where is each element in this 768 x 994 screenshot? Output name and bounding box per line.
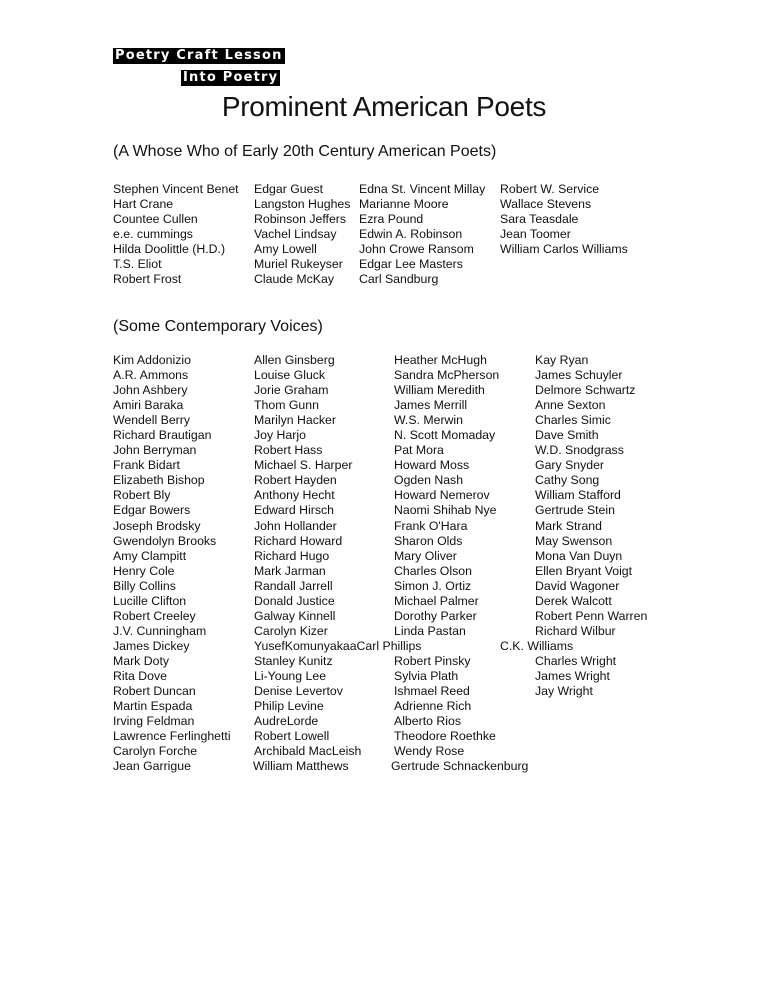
poet-name: Ellen Bryant Voigt bbox=[535, 563, 633, 578]
poet-name: Billy Collins bbox=[113, 578, 176, 593]
poet-name: Sandra McPherson bbox=[394, 368, 500, 383]
poet-name: Edgar Lee Masters bbox=[359, 257, 463, 272]
early-poets-column-1 bbox=[113, 182, 239, 287]
poet-name: Derek Walcott bbox=[535, 593, 612, 608]
poet-name: Gwendolyn Brooks bbox=[113, 533, 217, 548]
poet-name: John Ashbery bbox=[113, 383, 188, 398]
poet-name: Ishmael Reed bbox=[394, 684, 470, 699]
poet-name: Charles Olson bbox=[394, 563, 472, 578]
contemporary-poets-column-4 bbox=[500, 353, 648, 699]
poet-name: Countee Cullen bbox=[113, 212, 198, 227]
poet-name: Jay Wright bbox=[535, 684, 593, 699]
poet-name: James Dickey bbox=[113, 638, 190, 653]
poet-name: Edward Hirsch bbox=[254, 503, 334, 518]
poet-name: Simon J. Ortiz bbox=[394, 578, 472, 593]
poet-name: Donald Justice bbox=[254, 593, 335, 608]
poet-name: Marilyn Hacker bbox=[254, 413, 336, 428]
poet-name: Lawrence Ferlinghetti bbox=[113, 729, 231, 744]
poet-name: T.S. Eliot bbox=[113, 257, 162, 272]
poet-name: Elizabeth Bishop bbox=[113, 473, 205, 488]
poet-name: W.D. Snodgrass bbox=[535, 443, 624, 458]
poet-name: Adrienne Rich bbox=[394, 699, 472, 714]
poet-name: Edwin A. Robinson bbox=[359, 227, 463, 242]
poet-name: W.S. Merwin bbox=[394, 413, 464, 428]
poet-name: Ogden Nash bbox=[394, 473, 464, 488]
poet-name: Robert W. Service bbox=[500, 182, 600, 196]
poet-name: Edgar Bowers bbox=[113, 503, 191, 518]
early-poets-column-2 bbox=[254, 182, 350, 287]
poet-name: Delmore Schwartz bbox=[535, 383, 636, 398]
poet-name: Mark Jarman bbox=[254, 563, 326, 578]
poet-name: James Schuyler bbox=[535, 368, 623, 383]
poet-name: Stanley Kunitz bbox=[254, 653, 333, 668]
poet-name: Stephen Vincent Benet bbox=[113, 182, 239, 196]
poet-name: Linda Pastan bbox=[394, 623, 466, 638]
poet-name: Wallace Stevens bbox=[500, 197, 592, 212]
poet-name: N. Scott Momaday bbox=[394, 428, 496, 443]
contemporary-poets-column-1 bbox=[113, 353, 231, 774]
poet-name: Howard Nemerov bbox=[394, 488, 490, 503]
poet-name: Hilda Doolittle (H.D.) bbox=[113, 242, 226, 257]
poet-name: Theodore Roethke bbox=[394, 729, 496, 744]
poet-name: Robert Hass bbox=[254, 443, 323, 458]
poet-name: Robert Lowell bbox=[254, 729, 330, 744]
lesson-sublabel: Into Poetry bbox=[183, 70, 279, 85]
poet-name: Wendy Rose bbox=[394, 744, 465, 759]
poet-name: Heather McHugh bbox=[394, 353, 487, 367]
poet-name: Denise Levertov bbox=[254, 684, 343, 699]
poet-name: Rita Dove bbox=[113, 668, 167, 683]
poet-name: James Merrill bbox=[394, 398, 468, 413]
poet-name: Michael S. Harper bbox=[254, 458, 353, 473]
poet-name: Joy Harjo bbox=[254, 428, 306, 443]
poet-name: AudreLorde bbox=[254, 714, 319, 729]
poet-name: Pat Mora bbox=[394, 443, 444, 458]
poet-name: Richard Wilbur bbox=[535, 623, 616, 638]
early-poets-column-4 bbox=[500, 182, 628, 257]
poet-name: Allen Ginsberg bbox=[254, 353, 335, 367]
poet-name: Cathy Song bbox=[535, 473, 600, 488]
poet-name: William Carlos Williams bbox=[500, 242, 628, 257]
poet-name: Jorie Graham bbox=[254, 383, 329, 398]
poet-name: Robert Penn Warren bbox=[535, 608, 648, 623]
early-poets-subtitle: (A Whose Who of Early 20th Century American Poets) bbox=[113, 143, 497, 160]
poet-name: YusefKomunyakaaCarl Phillips bbox=[254, 638, 422, 653]
poet-name: Frank Bidart bbox=[113, 458, 180, 473]
poet-name: Hart Crane bbox=[113, 197, 174, 212]
poet-name: Joseph Brodsky bbox=[113, 518, 201, 533]
poet-name: Charles Simic bbox=[535, 413, 611, 428]
poet-name: Vachel Lindsay bbox=[254, 227, 337, 242]
poet-name: Mark Strand bbox=[535, 518, 602, 533]
poet-name: Edgar Guest bbox=[254, 182, 324, 196]
poet-name: William Matthews bbox=[253, 759, 349, 774]
poet-name: Robert Pinsky bbox=[394, 653, 471, 668]
poet-name: Sharon Olds bbox=[394, 533, 463, 548]
poet-name: John Berryman bbox=[113, 443, 197, 458]
poet-name: Mark Doty bbox=[113, 653, 170, 668]
early-poets-column-3 bbox=[359, 182, 485, 287]
poet-name: Muriel Rukeyser bbox=[254, 257, 343, 272]
poet-name: Richard Brautigan bbox=[113, 428, 212, 443]
poet-name: Louise Gluck bbox=[254, 368, 326, 383]
poet-name: Sara Teasdale bbox=[500, 212, 579, 227]
poet-name: J.V. Cunningham bbox=[113, 623, 207, 638]
poet-name: A.R. Ammons bbox=[113, 368, 189, 383]
poet-name: Robert Frost bbox=[113, 272, 182, 287]
poet-name: Mona Van Duyn bbox=[535, 548, 623, 563]
poet-name: Thom Gunn bbox=[254, 398, 319, 413]
poet-name: Carolyn Kizer bbox=[254, 623, 328, 638]
poet-name: Irving Feldman bbox=[113, 714, 195, 729]
poet-name: Jean Garrigue bbox=[113, 759, 191, 774]
poet-name: Carolyn Forche bbox=[113, 744, 198, 759]
poet-name: Charles Wright bbox=[535, 653, 617, 668]
poet-name: John Crowe Ransom bbox=[359, 242, 474, 257]
poet-name: Henry Cole bbox=[113, 563, 175, 578]
poet-name: Howard Moss bbox=[394, 458, 470, 473]
poet-name: Jean Toomer bbox=[500, 227, 571, 242]
poet-name: Martin Espada bbox=[113, 699, 193, 714]
poet-name: Alberto Rios bbox=[394, 714, 461, 729]
contemporary-poets-column-3 bbox=[391, 353, 529, 774]
poet-name: Archibald MacLeish bbox=[254, 744, 362, 759]
poet-name: Lucille Clifton bbox=[113, 593, 187, 608]
poet-name: Richard Hugo bbox=[254, 548, 330, 563]
poet-name: Marianne Moore bbox=[359, 197, 449, 212]
poet-name: Li-Young Lee bbox=[254, 668, 327, 683]
poet-name: William Meredith bbox=[394, 383, 485, 398]
poet-name: May Swenson bbox=[535, 533, 613, 548]
poet-name: Dorothy Parker bbox=[394, 608, 477, 623]
poet-name: Wendell Berry bbox=[113, 413, 190, 428]
poet-name: Gertrude Stein bbox=[535, 503, 615, 518]
poet-name: David Wagoner bbox=[535, 578, 620, 593]
poet-name: Claude McKay bbox=[254, 272, 334, 287]
poet-name: Mary Oliver bbox=[394, 548, 457, 563]
poet-name: Carl Sandburg bbox=[359, 272, 439, 287]
poet-name: Anthony Hecht bbox=[254, 488, 335, 503]
poet-name: John Hollander bbox=[254, 518, 337, 533]
poet-name: Robert Duncan bbox=[113, 684, 196, 699]
poet-name: e.e. cummings bbox=[113, 227, 193, 242]
lesson-label: Poetry Craft Lesson bbox=[115, 48, 283, 63]
poet-name: Galway Kinnell bbox=[254, 608, 336, 623]
poet-name: Robert Bly bbox=[113, 488, 171, 503]
poet-name: Robert Hayden bbox=[254, 473, 337, 488]
poet-name: Anne Sexton bbox=[535, 398, 606, 413]
page-title: Prominent American Poets bbox=[221, 91, 547, 122]
poet-name: Philip Levine bbox=[254, 699, 324, 714]
contemporary-poets-subtitle: (Some Contemporary Voices) bbox=[113, 318, 323, 335]
poet-name: Amiri Baraka bbox=[113, 398, 184, 413]
poet-name: Sylvia Plath bbox=[394, 668, 459, 683]
poet-name: C.K. Williams bbox=[500, 638, 574, 653]
poet-name: Naomi Shihab Nye bbox=[394, 503, 497, 518]
poet-name: Dave Smith bbox=[535, 428, 599, 443]
poet-name: Edna St. Vincent Millay bbox=[359, 182, 486, 196]
poet-name: Ezra Pound bbox=[359, 212, 424, 227]
poet-name: Robert Creeley bbox=[113, 608, 196, 623]
poet-name: Kay Ryan bbox=[535, 353, 589, 367]
poet-name: Kim Addonizio bbox=[113, 353, 191, 367]
poet-name: Gary Snyder bbox=[535, 458, 605, 473]
poet-name: William Stafford bbox=[535, 488, 621, 503]
poet-name: Langston Hughes bbox=[254, 197, 351, 212]
poet-name: Robinson Jeffers bbox=[254, 212, 347, 227]
poet-name: Randall Jarrell bbox=[254, 578, 333, 593]
poet-name: James Wright bbox=[535, 668, 610, 683]
poet-name: Amy Clampitt bbox=[113, 548, 187, 563]
poet-name: Richard Howard bbox=[254, 533, 343, 548]
poet-name: Amy Lowell bbox=[254, 242, 317, 257]
poet-name: Frank O'Hara bbox=[394, 518, 468, 533]
poet-name: Michael Palmer bbox=[394, 593, 479, 608]
poet-name: Gertrude Schnackenburg bbox=[391, 759, 529, 774]
